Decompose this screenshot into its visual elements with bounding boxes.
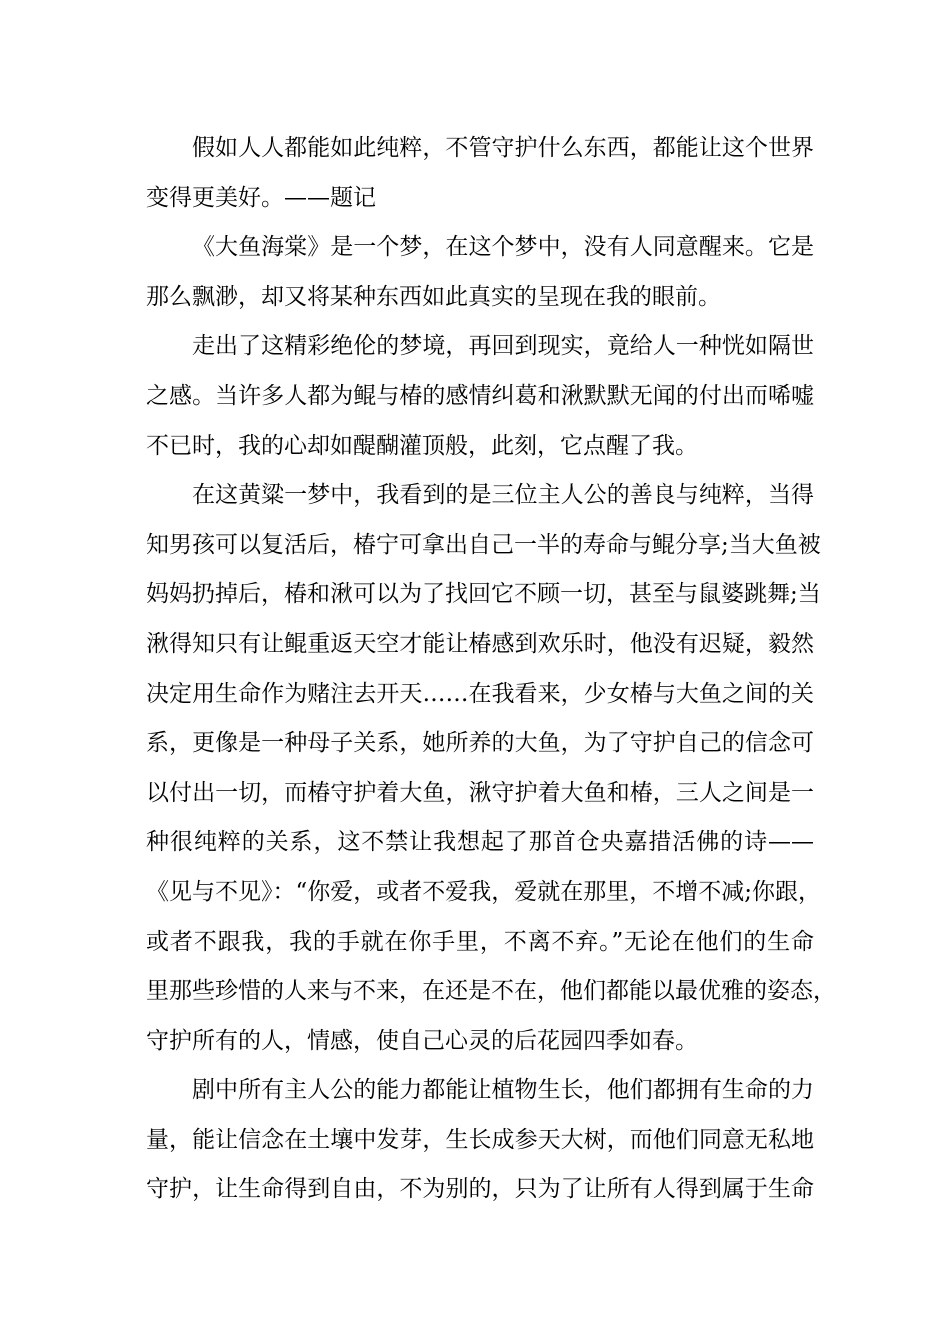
text-line: 种很纯粹的关系，这不禁让我想起了那首仓央嘉措活佛的诗—— xyxy=(146,829,814,856)
text-line: 那么飘渺，却又将某种东西如此真实的呈现在我的眼前。 xyxy=(146,283,721,310)
text-line: 决定用生命作为赌注去开天……在我看来，少女椿与大鱼之间的关 xyxy=(146,680,814,707)
article-body xyxy=(146,124,836,1215)
text-line: 或者不跟我，我的手就在你手里，不离不弃。”无论在他们的生命 xyxy=(146,928,814,955)
text-line: 里那些珍惜的人来与不来，在还是不在，他们都能以最优雅的姿态， xyxy=(146,978,836,1005)
text-line: 在这黄粱一梦中，我看到的是三位主人公的善良与纯粹，当得 xyxy=(192,482,814,509)
paragraph xyxy=(146,1066,814,1215)
paragraph xyxy=(146,471,836,1066)
text-line: 湫得知只有让鲲重返天空才能让椿感到欢乐时，他没有迟疑，毅然 xyxy=(146,630,814,657)
text-line: 之感。当许多人都为鲲与椿的感情纠葛和湫默默无闻的付出而唏嘘 xyxy=(146,382,814,409)
text-line: 妈妈扔掉后，椿和湫可以为了找回它不顾一切，甚至与鼠婆跳舞;当 xyxy=(146,581,821,608)
text-line: 《见与不见》：“你爱，或者不爱我，爱就在那里，不增不减;你跟， xyxy=(146,878,822,905)
paragraph-epigraph xyxy=(146,124,814,223)
text-line: 《大鱼海棠》是一个梦，在这个梦中，没有人同意醒来。它是 xyxy=(192,234,814,261)
paragraph xyxy=(146,322,814,471)
paragraph xyxy=(146,223,814,322)
text-line: 量，能让信念在土壤中发芽，生长成参天大树，而他们同意无私地 xyxy=(146,1126,814,1153)
text-line: 剧中所有主人公的能力都能让植物生长，他们都拥有生命的力 xyxy=(192,1077,814,1104)
text-line: 系，更像是一种母子关系，她所养的大鱼，为了守护自己的信念可 xyxy=(146,730,814,757)
text-line: 变得更美好。——题记 xyxy=(146,184,376,211)
text-line: 守护所有的人，情感，使自己心灵的后花园四季如春。 xyxy=(146,1027,698,1054)
text-line: 假如人人都能如此纯粹，不管守护什么东西，都能让这个世界 xyxy=(192,135,814,161)
text-line: 以付出一切，而椿守护着大鱼，湫守护着大鱼和椿，三人之间是一 xyxy=(146,779,814,806)
text-line: 走出了这精彩绝伦的梦境，再回到现实，竟给人一种恍如隔世 xyxy=(192,333,814,360)
text-line: 知男孩可以复活后，椿宁可拿出自己一半的寿命与鲲分享;当大鱼被 xyxy=(146,531,821,558)
text-line: 不已时，我的心却如醍醐灌顶般，此刻，它点醒了我。 xyxy=(146,432,698,459)
text-line: 守护，让生命得到自由，不为别的，只为了让所有人得到属于生命 xyxy=(146,1176,814,1203)
